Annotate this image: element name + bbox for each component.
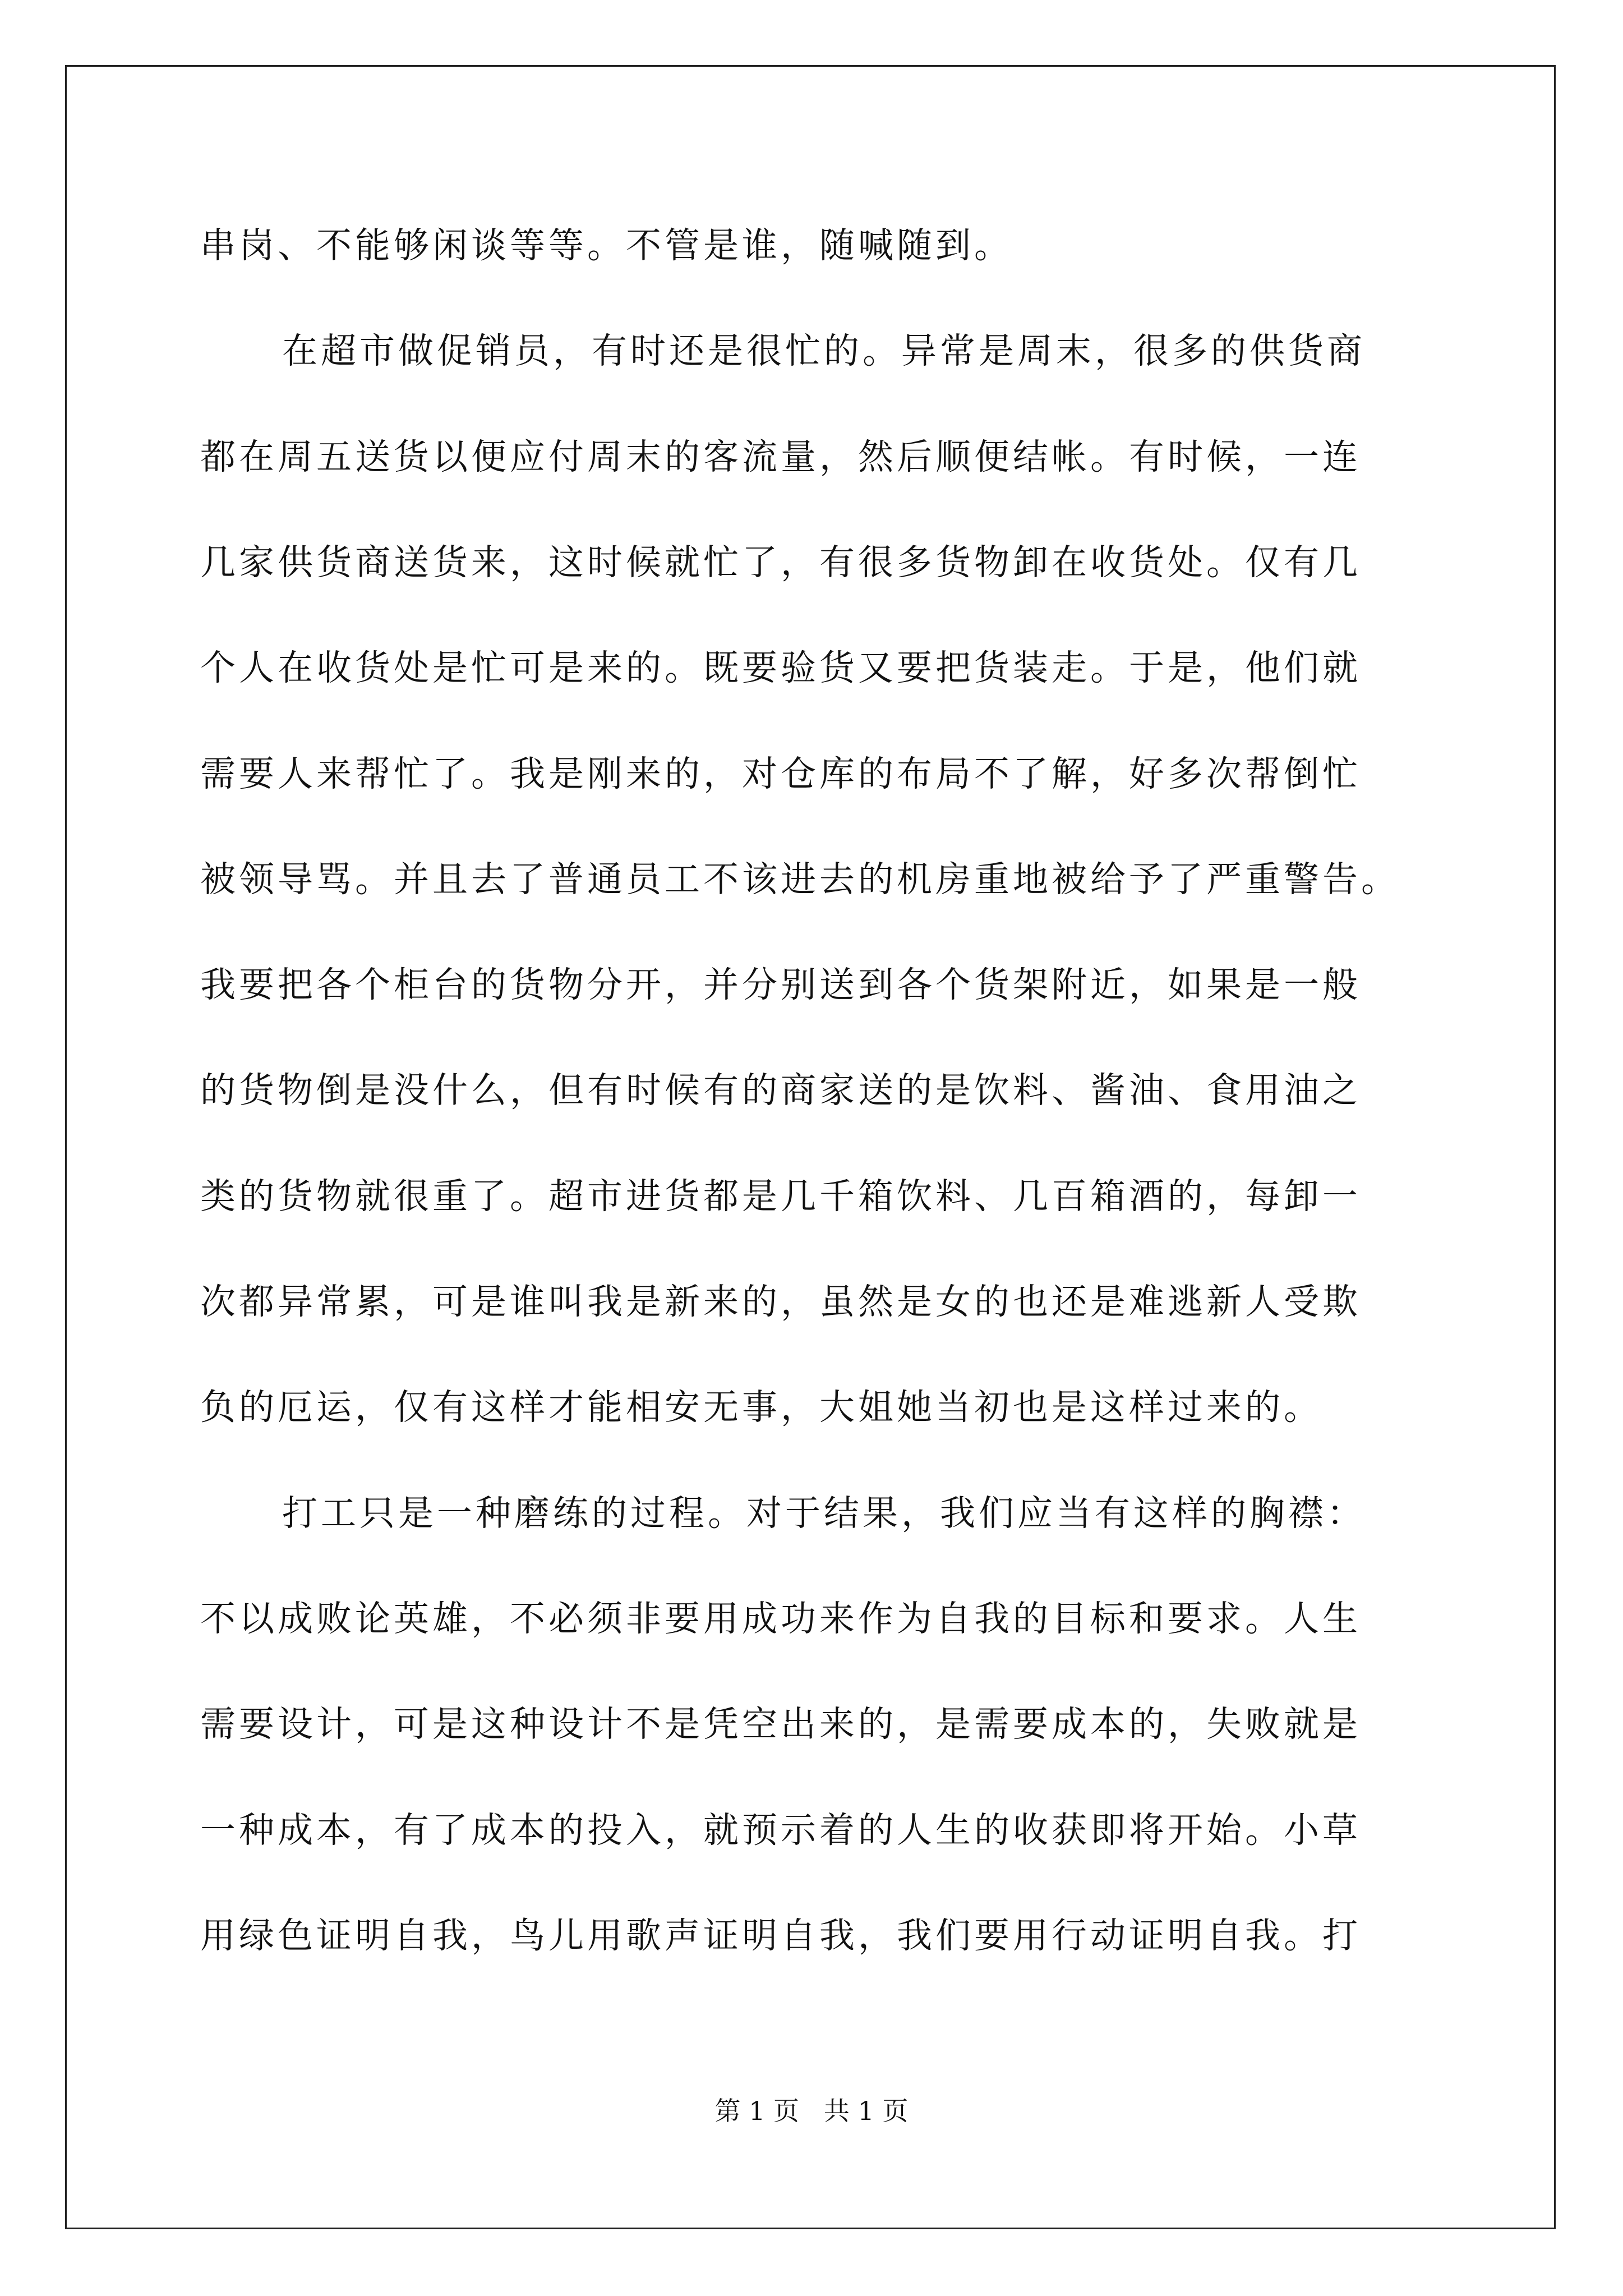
paragraph-line: 被领导骂。并且去了普通员工不该进去的机房重地被给予了严重警告。: [200, 859, 1400, 900]
paragraph-line: 类的货物就很重了。超市进货都是几千箱饮料、几百箱酒的，每卸一: [200, 1176, 1361, 1217]
paragraph-line: 几家供货商送货来，这时候就忙了，有很多货物卸在收货处。仅有几: [200, 542, 1361, 583]
page-number-footer: 第 1 页 共 1 页: [714, 2096, 909, 2126]
paragraph-line: 次都异常累，可是谁叫我是新来的，虽然是女的也还是难逃新人受欺: [200, 1281, 1361, 1322]
paragraph-line: 都在周五送货以便应付周末的客流量，然后顺便结帐。有时候，一连: [200, 436, 1361, 477]
paragraph-line: 在超市做促销员，有时还是很忙的。异常是周末，很多的供货商: [282, 330, 1366, 371]
paragraph-line: 我要把各个柜台的货物分开，并分别送到各个货架附近，如果是一般: [200, 964, 1361, 1005]
paragraph-line: 负的厄运，仅有这样才能相安无事，大姐她当初也是这样过来的。: [200, 1387, 1322, 1428]
paragraph-line: 打工只是一种磨练的过程。对于结果，我们应当有这样的胸襟：: [282, 1493, 1366, 1534]
paragraph-line: 需要人来帮忙了。我是刚来的，对仓库的布局不了解，好多次帮倒忙: [200, 753, 1361, 794]
paragraph-line: 个人在收货处是忙可是来的。既要验货又要把货装走。于是，他们就: [200, 647, 1361, 688]
paragraph-line: 串岗、不能够闲谈等等。不管是谁，随喊随到。: [200, 225, 1013, 266]
paragraph-line: 不以成败论英雄，不必须非要用成功来作为自我的目标和要求。人生: [200, 1598, 1361, 1639]
paragraph-line: 一种成本，有了成本的投入，就预示着的人生的收获即将开始。小草: [200, 1810, 1361, 1851]
paragraph-line: 的货物倒是没什么，但有时候有的商家送的是饮料、酱油、食用油之: [200, 1070, 1361, 1111]
paragraph-line: 需要设计，可是这种设计不是凭空出来的，是需要成本的，失败就是: [200, 1704, 1361, 1745]
paragraph-line: 用绿色证明自我，鸟儿用歌声证明自我，我们要用行动证明自我。打: [200, 1915, 1361, 1956]
